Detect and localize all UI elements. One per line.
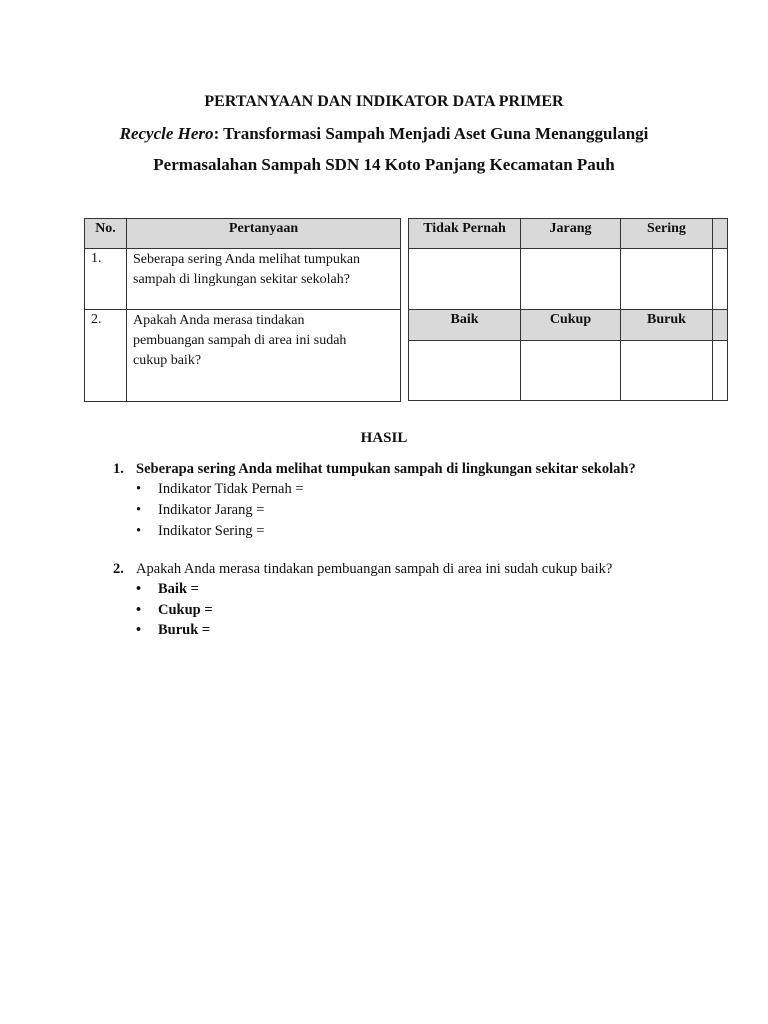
- bullet-icon: •: [136, 481, 142, 497]
- document-subtitle: [0, 124, 768, 144]
- document-subtitle-line2: Permasalahan Sampah SDN 14 Koto Panjang Kecamatan Pauh: [153, 155, 615, 174]
- question-line: pembuangan sampah di area ini sudah: [133, 333, 347, 348]
- indicator-label: Buruk =: [158, 622, 211, 638]
- bullet-icon: •: [136, 523, 142, 539]
- answer-cell-extra: [712, 340, 728, 401]
- answer-cell: [408, 248, 521, 310]
- table-header-no: No.: [84, 218, 127, 249]
- table-header-question: Pertanyaan: [126, 218, 401, 249]
- option-header-extra: [712, 309, 728, 341]
- indicator-label: Indikator Jarang =: [158, 502, 265, 518]
- indicator-label: Cukup =: [158, 602, 213, 618]
- subtitle-text: : Transformasi Sampah Menjadi Aset Guna Menanggulangi: [213, 124, 649, 143]
- question-line: Seberapa sering Anda melihat tumpukan: [133, 252, 361, 267]
- project-name: Recycle Hero: [119, 124, 214, 143]
- table-row-1-no: 1.: [84, 248, 127, 310]
- option-header-jarang: Jarang: [520, 218, 621, 249]
- bullet-icon: •: [136, 502, 142, 518]
- question-line: cukup baik?: [133, 353, 202, 368]
- table-row-2-no: 2.: [84, 309, 127, 402]
- table-row-2-question: [126, 309, 401, 402]
- indicator-label: Baik =: [158, 581, 199, 597]
- result-question-text: Seberapa sering Anda melihat tumpukan sampah di lingkungan sekitar sekolah?: [136, 461, 636, 477]
- answer-cell: [408, 340, 521, 401]
- question-line: Apakah Anda merasa tindakan: [133, 313, 305, 328]
- option-header-sering: Sering: [620, 218, 713, 249]
- bullet-icon: •: [136, 602, 142, 618]
- table-row-1-question: [126, 248, 401, 310]
- answer-cell-extra: [712, 248, 728, 310]
- answer-cell: [520, 248, 621, 310]
- result-number: 1.: [113, 461, 124, 477]
- indicator-label: Indikator Sering =: [158, 523, 265, 539]
- answer-cell: [620, 248, 713, 310]
- document-title: PERTANYAAN DAN INDIKATOR DATA PRIMER: [204, 93, 564, 110]
- option-header-buruk: Buruk: [620, 309, 713, 341]
- option-header-extra: [712, 218, 728, 249]
- bullet-icon: •: [136, 622, 142, 638]
- answer-cell: [520, 340, 621, 401]
- result-question-text: Apakah Anda merasa tindakan pembuangan sampah di area ini sudah cukup baik?: [136, 561, 613, 577]
- option-header-baik: Baik: [408, 309, 521, 341]
- question-line: sampah di lingkungan sekitar sekolah?: [133, 272, 350, 287]
- option-header-tidak-pernah: Tidak Pernah: [408, 218, 521, 249]
- answer-cell: [620, 340, 713, 401]
- indicator-label: Indikator Tidak Pernah =: [158, 481, 304, 497]
- results-title: HASIL: [360, 430, 408, 446]
- bullet-icon: •: [136, 581, 142, 597]
- result-number: 2.: [113, 561, 124, 577]
- option-header-cukup: Cukup: [520, 309, 621, 341]
